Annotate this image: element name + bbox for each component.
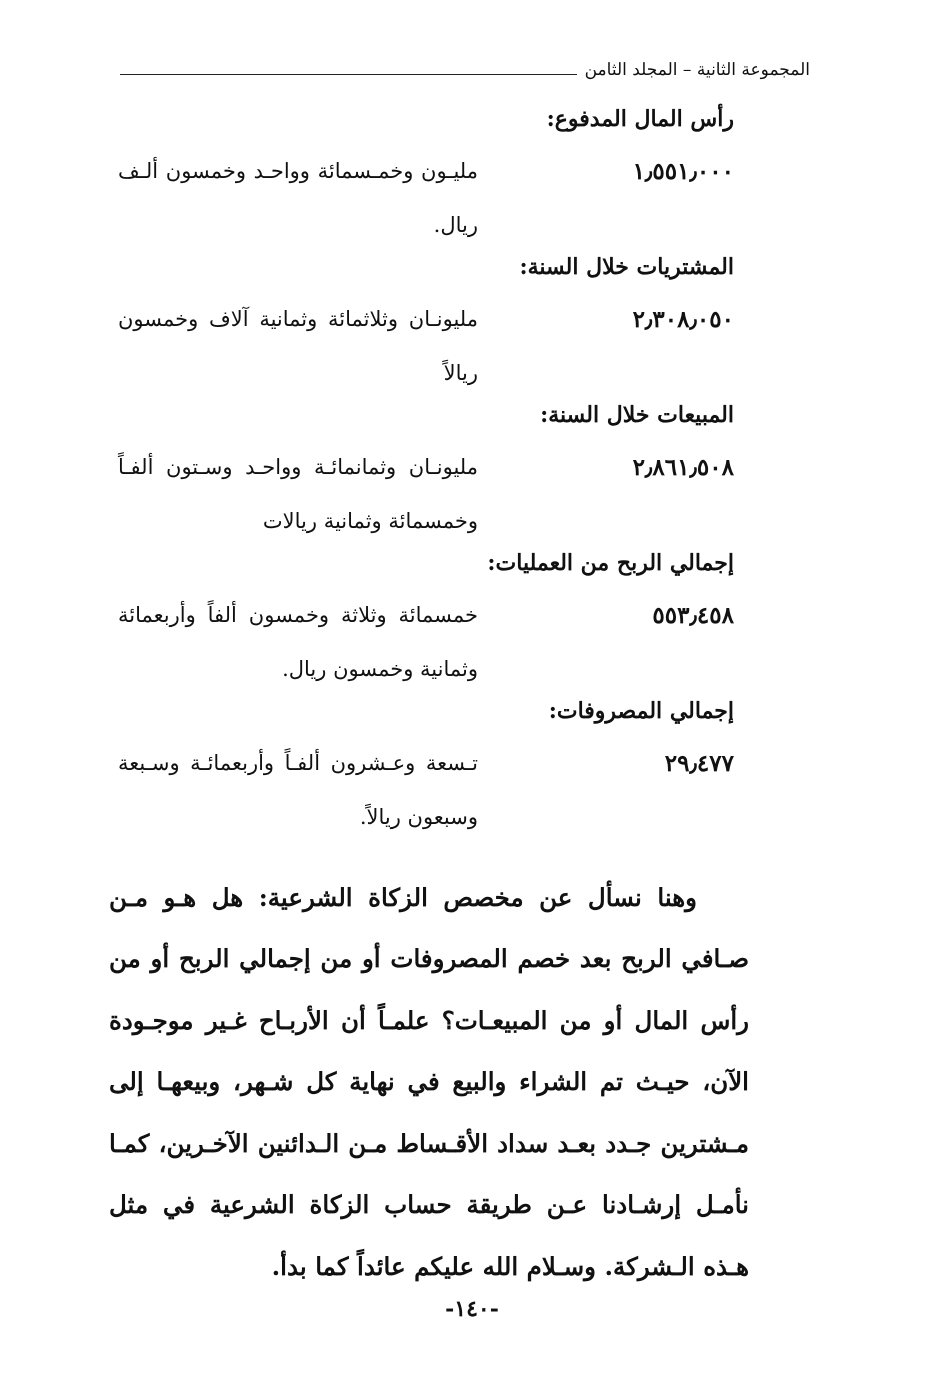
page-number: -١٤٠-	[445, 1296, 499, 1322]
entry-amount: ٢٩٫٤٧٧	[664, 750, 734, 777]
entry-amount: ٥٥٣٫٤٥٨	[652, 602, 734, 629]
entry-label: المبيعات خلال السنة:	[540, 402, 734, 428]
running-header	[120, 60, 810, 94]
entry-label: إجمالي المصروفات:	[548, 698, 734, 724]
entry-amount-words: مليـون وخمـسمائة وواحـد وخمسون ألـف ريال.	[118, 159, 478, 237]
entry-amount-words: خمسمائة وثلاثة وخمسون ألفاً وأربعمائة وثمانية وخمسون ريال.	[118, 603, 478, 681]
entry-label: رأس المال المدفوع:	[546, 106, 734, 132]
entry-amount-words: تـسعة وعـشرون ألفـاً وأربعمائـة وسـبعة وسبعون ريالاً.	[118, 751, 478, 829]
entry-amount: ٢٫٣٠٨٫٠٥٠	[632, 306, 734, 333]
header-title: المجموعة الثانية – المجلد الثامن	[577, 60, 810, 80]
entry-label: المشتريات خلال السنة:	[519, 254, 734, 280]
entry-label: إجمالي الربح من العمليات:	[487, 550, 734, 576]
entry-amount: ٢٫٨٦١٫٥٠٨	[632, 454, 734, 481]
question-paragraph: وهنا نسأل عن مخصص الزكاة الشرعية: هل هـو مـن صـافي الربح بعد خصم المصروفات أو من إجمالي الربح أو من رأس المال أو من المبيعـات؟ علمـاً أن الأربـاح غـير موجـودة الآن، حيـث تم الشراء والبيع في نهاية كل شـهر، وبيعهـا إلى مـشترين جـدد بعـد سداد الأقـساط مـن الـدائنين الآخـرين، كمـا نأمـل إرشـادنا عـن طريقة حساب الزكاة الشرعية في مثل هـذه الـشركة. وسـلام الله عليكم عائداً كما بدأ.	[109, 882, 749, 1281]
entry-amount-words: مليونـان وثمانمائـة وواحـد وسـتون ألفـاً وخمسمائة وثمانية ريالات	[118, 455, 478, 533]
entry-amount-words: مليونـان وثلاثمائة وثمانية آلاف وخمسون ريالاً	[118, 307, 478, 385]
entry-amount: ١٫٥٥١٫٠٠٠	[632, 158, 734, 185]
